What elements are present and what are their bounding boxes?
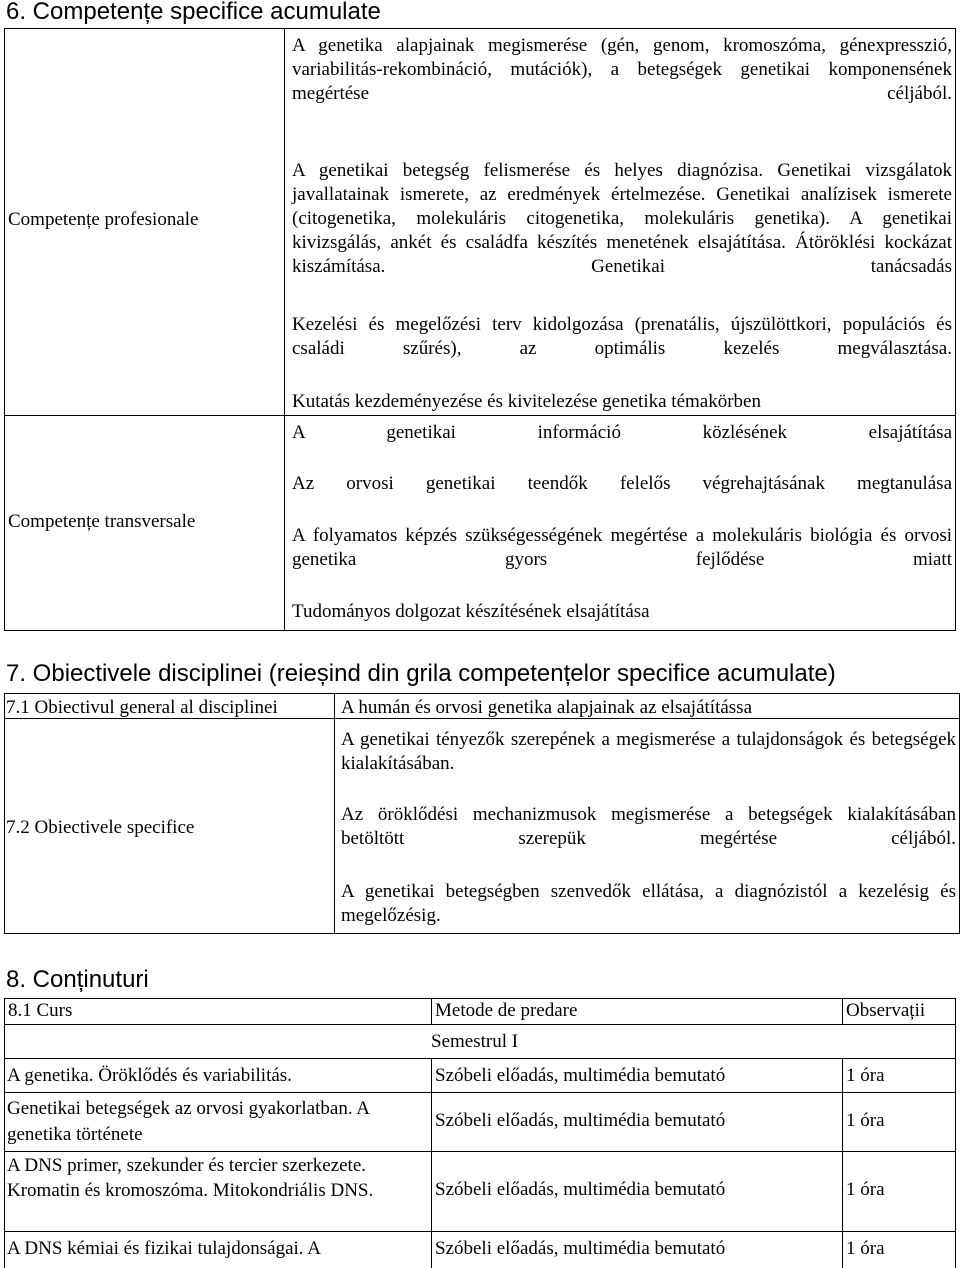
metoda-cell: Szóbeli előadás, multimédia bemutató <box>435 1238 726 1259</box>
competente-profesionale-label: Competențe profesionale <box>8 209 199 230</box>
column-header-curs: 8.1 Curs <box>8 1000 73 1021</box>
table-column-divider <box>284 28 285 631</box>
table-border-left <box>4 28 5 631</box>
profesionale-item: Kezelési és megelőzési terv kidolgozása (prenatális, újszülöttkori, populációs és családi szűrés), az optimális kezelés megválasztása. <box>292 314 952 359</box>
table-border-left <box>4 998 5 1268</box>
observatii-cell: 1 óra <box>846 1110 885 1131</box>
table-border-bottom <box>4 630 956 631</box>
transversale-item: Az orvosi genetikai teendők felelős végrehajtásának megtanulása <box>292 473 952 494</box>
column-header-metode: Metode de predare <box>435 1000 578 1021</box>
profesionale-item: Kutatás kezdeményezése és kivitelezése genetika témakörben <box>292 391 761 412</box>
transversale-item: A folyamatos képzés szükségességének megértése a molekuláris biológia és orvosi genetika gyors fejlődése miatt <box>292 525 952 570</box>
table-column-divider <box>334 693 335 934</box>
metoda-cell: Szóbeli előadás, multimédia bemutató <box>435 1179 726 1200</box>
column-header-observatii: Observații <box>846 1000 926 1021</box>
table-column-divider <box>842 1058 843 1268</box>
curs-cell: A DNS kémiai és fizikai tulajdonságai. A <box>7 1238 321 1259</box>
observatii-cell: 1 óra <box>846 1179 885 1200</box>
table-row-divider <box>4 1024 956 1025</box>
table-column-divider <box>431 998 432 1025</box>
transversale-item: Tudományos dolgozat készítésének elsajátítása <box>292 601 650 622</box>
curs-cell: Genetikai betegségek az orvosi gyakorlatban. A genetika története <box>7 1098 369 1145</box>
obiectiv-specific-item: A genetikai betegségben szenvedők ellátása, a diagnózistól a kezelésig és megelőzésig. <box>341 881 956 926</box>
obiectiv-specific-item: A genetikai tényezők szerepének a megismerése a tulajdonságok és betegségek kialakításában. <box>341 729 956 774</box>
semester-label: Semestrul I <box>431 1031 519 1052</box>
obiectiv-general-value: A humán és orvosi genetika alapjainak az elsajátítássa <box>341 697 752 718</box>
metoda-cell: Szóbeli előadás, multimédia bemutató <box>435 1065 726 1086</box>
profesionale-item: A genetikai betegség felismerése és helyes diagnózisa. Genetikai vizsgálatok javallatainak ismerete, az eredmények értelmezése. Genetikai analízisek ismerete (citogenetika, molekuláris citogenetika, molekuláris genetika). A genetikai kivizsgálás, ankét és családfa készítés menetének elsajátítása. Átöröklési kockázat kiszámítása. Genetikai tanácsadás <box>292 160 952 277</box>
curs-cell: A genetika. Öröklődés és variabilitás. <box>7 1065 292 1086</box>
table-border-top <box>4 28 956 29</box>
curs-cell: A DNS primer, szekunder és tercier szerkezete. Kromatin és kromoszóma. Mitokondriális DNS. <box>7 1155 374 1201</box>
table-border-left <box>4 693 5 934</box>
table-row-divider <box>4 1231 956 1232</box>
competente-transversale-label: Competențe transversale <box>8 511 196 532</box>
table-row-divider <box>4 1058 956 1059</box>
table-border-right <box>955 998 956 1268</box>
table-border-bottom <box>4 933 960 934</box>
section-6-heading: 6. Competențe specifice acumulate <box>6 0 381 25</box>
table-row-divider <box>4 1151 956 1152</box>
table-row-divider <box>4 415 956 416</box>
section-8-heading: 8. Conținuturi <box>6 966 149 993</box>
obiective-specifice-label: 7.2 Obiectivele specifice <box>6 817 195 838</box>
transversale-item: A genetikai információ közlésének elsajátítása <box>292 422 952 443</box>
table-border-top <box>4 693 960 694</box>
obiectiv-specific-item: Az öröklődési mechanizmusok megismerése a betegségek kialakításában betöltött szerepük megértése céljából. <box>341 804 956 849</box>
profesionale-item: A genetika alapjainak megismerése (gén, genom, kromoszóma, génexpresszió, variabilitás-rekombináció, mutációk), a betegségek genetikai komponensének megértése céljából. <box>292 35 952 104</box>
obiectiv-general-label: 7.1 Obiectivul general al disciplinei <box>6 697 278 718</box>
table-row-divider <box>4 1092 956 1093</box>
observatii-cell: 1 óra <box>846 1065 885 1086</box>
section-7-heading: 7. Obiectivele disciplinei (reieșind din grila competențelor specifice acumulate) <box>6 660 836 687</box>
table-border-right <box>955 28 956 631</box>
metoda-cell: Szóbeli előadás, multimédia bemutató <box>435 1110 726 1131</box>
observatii-cell: 1 óra <box>846 1238 885 1259</box>
table-column-divider <box>842 998 843 1025</box>
